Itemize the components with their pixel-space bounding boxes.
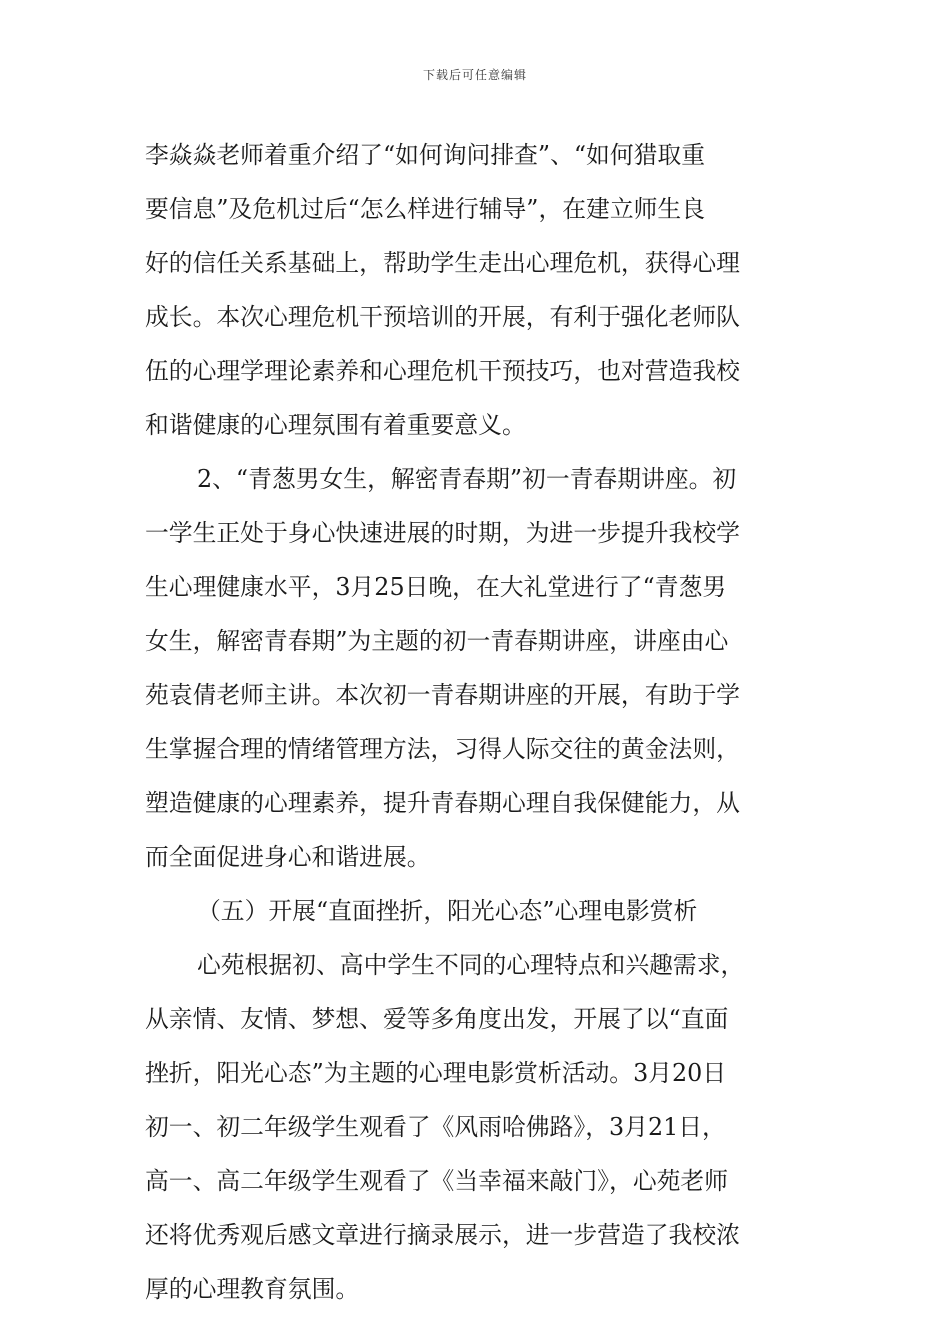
text-line: 初一、初二年级学生观看了《风雨哈佛路》，3月21日， [145,1113,726,1141]
text-line: 还将优秀观后感文章进行摘录展示，进一步营造了我校浓 [145,1221,740,1249]
text-line: 2、“青葱男女生，解密青春期”初一青春期讲座。初 [197,465,737,493]
text-line: 厚的心理教育氛围。 [145,1275,360,1303]
text-line: 和谐健康的心理氛围有着重要意义。 [145,411,526,439]
text-line: 成长。本次心理危机干预培训的开展，有利于强化老师队 [145,303,740,331]
text-line: 高一、高二年级学生观看了《当幸福来敲门》，心苑老师 [145,1167,729,1195]
text-line: 生掌握合理的情绪管理方法，习得人际交往的黄金法则， [145,735,740,763]
section-heading-five [145,884,807,938]
text-line: 苑袁倩老师主讲。本次初一青春期讲座的开展，有助于学 [145,681,740,709]
text-line: 伍的心理学理论素养和心理危机干预技巧，也对营造我校 [145,357,740,385]
text-line: 要信息”及危机过后“怎么样进行辅导”，在建立师生良 [145,195,706,223]
text-line: 塑造健康的心理素养，提升青春期心理自我保健能力，从 [145,789,740,817]
paragraph-li-yanyan-training [145,128,807,452]
text-line: 好的信任关系基础上，帮助学生走出心理危机，获得心理 [145,249,740,277]
text-line: 从亲情、友情、梦想、爱等多角度出发，开展了以“直面 [145,1005,729,1033]
text-line: 一学生正处于身心快速进展的时期，为进一步提升我校学 [145,519,740,547]
text-line: 挫折，阳光心态”为主题的心理电影赏析活动。3月20日 [145,1059,727,1087]
text-line: 而全面促进身心和谐进展。 [145,843,431,871]
document-body [145,128,807,1316]
text-line: 生心理健康水平，3月25日晚，在大礼堂进行了“青葱男 [145,573,727,601]
paragraph-puberty-lecture [145,452,807,884]
page-header-note: 下载后可任意编辑 [422,68,527,82]
paragraph-film-appreciation [145,938,807,1316]
text-line: 李焱焱老师着重介绍了“如何询问排查”、“如何猎取重 [145,141,706,169]
text-line: 女生，解密青春期”为主题的初一青春期讲座，讲座由心 [145,627,729,655]
text-line: 心苑根据初、高中学生不同的心理特点和兴趣需求， [197,951,745,979]
section-heading-text: （五）开展“直面挫折，阳光心态”心理电影赏析 [197,897,698,925]
